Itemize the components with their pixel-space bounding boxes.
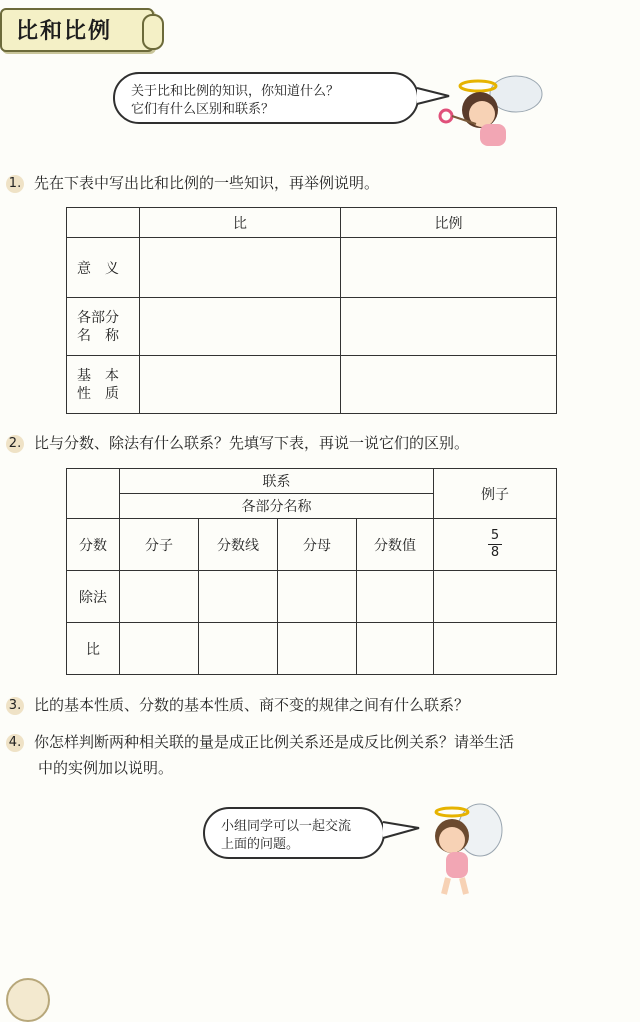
angel-boy-illustration bbox=[418, 798, 508, 898]
bubble-top-line1: 关于比和比例的知识，你知道什么？ bbox=[131, 84, 340, 99]
table1-header-ratio: 比 bbox=[140, 208, 341, 238]
question-3-number: 3. bbox=[6, 697, 24, 715]
table2-cell-fillin[interactable] bbox=[357, 623, 434, 675]
table1-cell-fillin[interactable] bbox=[341, 238, 557, 298]
table2-cell-fillin[interactable] bbox=[120, 571, 199, 623]
table2-cell-fillin[interactable] bbox=[278, 571, 357, 623]
fraction-denominator: 8 bbox=[490, 545, 500, 560]
fraction-numerator: 5 bbox=[490, 528, 500, 543]
table2-col-fraction-bar: 分数线 bbox=[199, 519, 278, 571]
question-1 bbox=[6, 172, 379, 194]
table1-row-label-property: 基 本 性 质 bbox=[67, 356, 140, 414]
table1-cell-fillin[interactable] bbox=[341, 356, 557, 414]
page-title: 比和比例 bbox=[16, 19, 113, 44]
table2-cell-fillin[interactable] bbox=[199, 571, 278, 623]
question-3 bbox=[6, 694, 469, 716]
question-4-text-line1: 你怎样判断两种相关联的量是成正比例关系还是成反比例关系？请举生活 bbox=[34, 733, 515, 751]
table2-row-label-fraction: 分数 bbox=[67, 519, 120, 571]
table2-cell-fillin[interactable] bbox=[434, 571, 557, 623]
question-2 bbox=[6, 432, 469, 454]
question-2-number: 2. bbox=[6, 435, 24, 453]
table2-cell-fillin[interactable] bbox=[357, 571, 434, 623]
table1-cell-fillin[interactable] bbox=[140, 238, 341, 298]
table1-corner-cell bbox=[67, 208, 140, 238]
table1-cell-fillin[interactable] bbox=[341, 298, 557, 356]
table2-corner-cell bbox=[67, 469, 120, 519]
table1-cell-fillin[interactable] bbox=[140, 356, 341, 414]
question-4 bbox=[6, 731, 634, 779]
bubble-bottom-tail bbox=[381, 818, 421, 842]
page-corner-decoration bbox=[6, 978, 50, 1022]
question-3-text: 比的基本性质、分数的基本性质、商不变的规律之间有什么联系？ bbox=[34, 696, 470, 714]
table2-col-numerator: 分子 bbox=[120, 519, 199, 571]
fraction-five-eighths bbox=[488, 529, 502, 560]
angel-girl-illustration bbox=[436, 66, 546, 156]
table2-cell-fillin[interactable] bbox=[199, 623, 278, 675]
bubble-top-line2: 它们有什么区别和联系？ bbox=[131, 102, 275, 117]
bubble-bottom-line2: 上面的问题。 bbox=[221, 837, 300, 852]
table1-cell-fillin[interactable] bbox=[140, 298, 341, 356]
table2-col-fraction-value: 分数值 bbox=[357, 519, 434, 571]
bubble-bottom-line1: 小组同学可以一起交流 bbox=[221, 819, 352, 834]
question-4-text-line2: 中的实例加以说明。 bbox=[38, 759, 174, 777]
section-title-tab bbox=[0, 8, 154, 52]
table2-row-label-ratio: 比 bbox=[67, 623, 120, 675]
table2-subgroup-header: 各部分名称 bbox=[120, 494, 434, 519]
table2-example-fraction bbox=[434, 519, 557, 571]
table2-example-header: 例子 bbox=[434, 469, 557, 519]
table-ratio-proportion bbox=[66, 207, 557, 414]
table2-row-label-division: 除法 bbox=[67, 571, 120, 623]
table-ratio-fraction-division bbox=[66, 468, 557, 675]
speech-bubble-bottom bbox=[203, 807, 385, 859]
table2-group-header: 联系 bbox=[120, 469, 434, 494]
table2-col-denominator: 分母 bbox=[278, 519, 357, 571]
table2-cell-fillin[interactable] bbox=[278, 623, 357, 675]
table2-cell-fillin[interactable] bbox=[120, 623, 199, 675]
table2-cell-fillin[interactable] bbox=[434, 623, 557, 675]
table1-header-proportion: 比例 bbox=[341, 208, 557, 238]
question-4-number: 4. bbox=[6, 734, 24, 752]
scroll-roll-decoration bbox=[142, 14, 164, 50]
question-2-text: 比与分数、除法有什么联系？先填写下表，再说一说它们的区别。 bbox=[34, 434, 470, 452]
question-1-number: 1. bbox=[6, 175, 24, 193]
speech-bubble-top bbox=[113, 72, 419, 124]
table1-row-label-meaning: 意 义 bbox=[67, 238, 140, 298]
question-1-text: 先在下表中写出比和比例的一些知识，再举例说明。 bbox=[34, 174, 380, 192]
table1-row-label-parts: 各部分 名 称 bbox=[67, 298, 140, 356]
